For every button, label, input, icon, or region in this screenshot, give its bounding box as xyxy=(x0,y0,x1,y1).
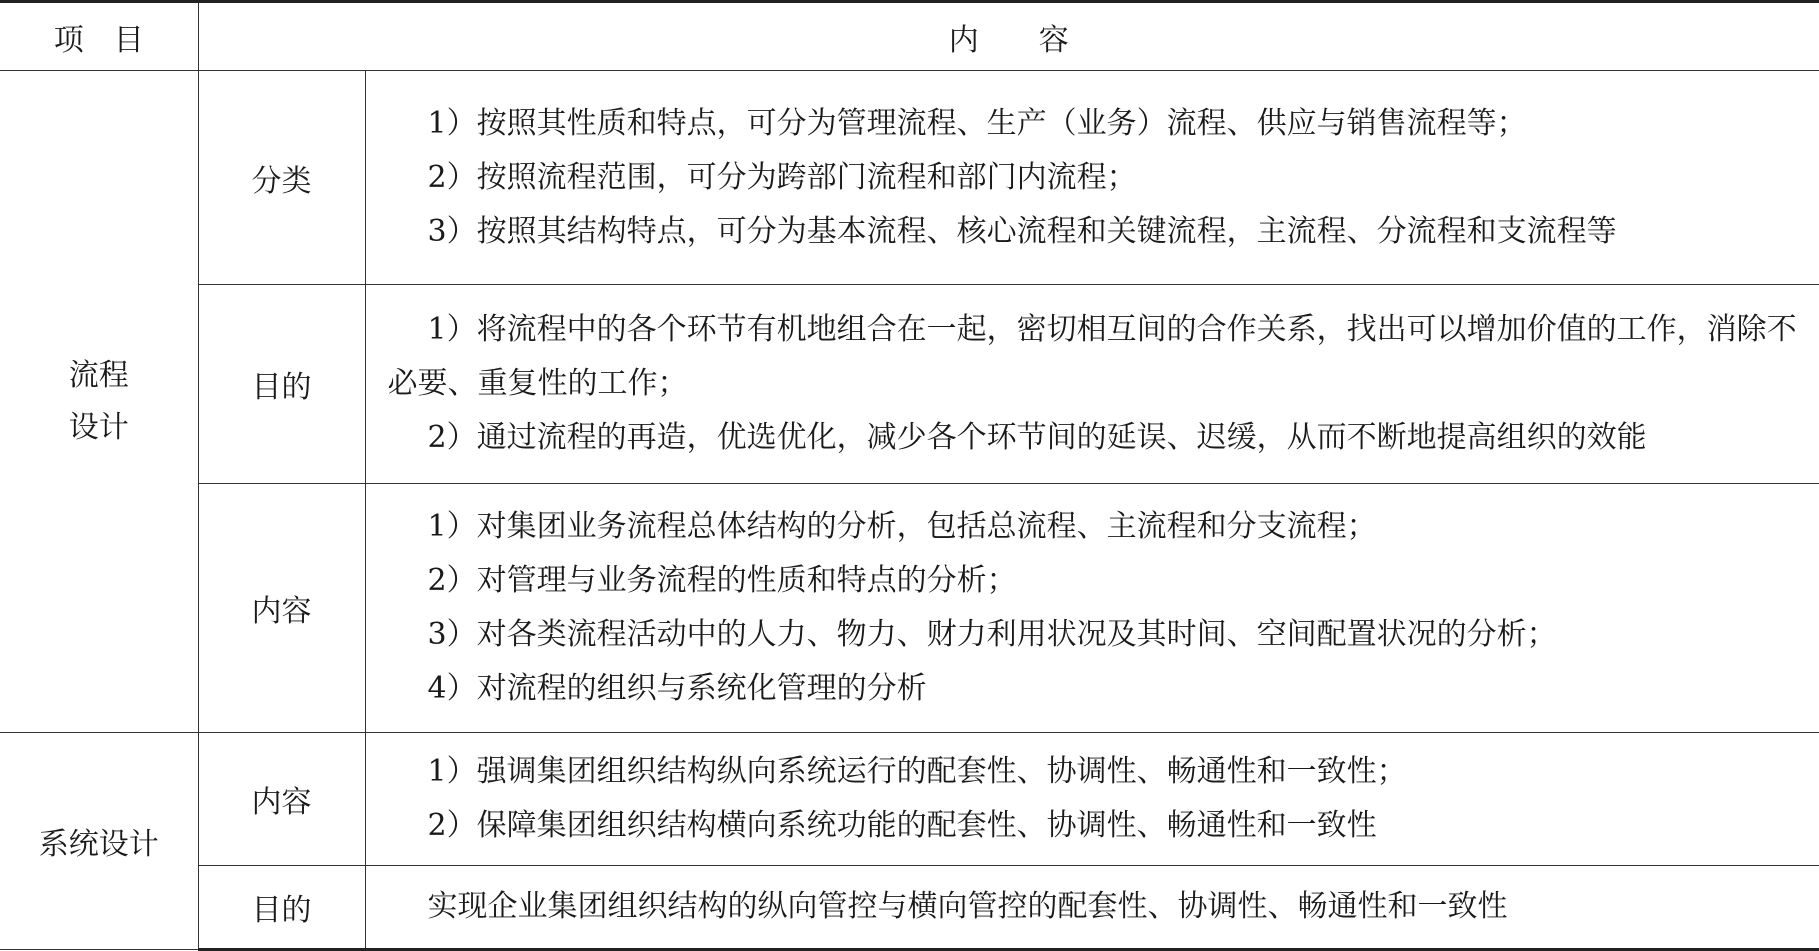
sub-label-text: 分类 xyxy=(251,163,312,199)
sub-label xyxy=(198,733,365,866)
group-label-line: 流程 xyxy=(68,357,129,393)
content-line: 1）将流程中的各个环节有机地组合在一起，密切相互间的合作关系，找出可以增加价值的工作，消除不必要、重复性的工作； xyxy=(387,312,1797,401)
sub-label-text: 目的 xyxy=(251,893,312,928)
group-label-line: 设计 xyxy=(68,409,129,445)
group-label-process-design xyxy=(0,71,198,733)
content-line: 4）对流程的组织与系统化管理的分析 xyxy=(427,671,927,706)
table-row xyxy=(0,484,1819,733)
content-line: 1）强调集团组织结构纵向系统运行的配套性、协调性、畅通性和一致性； xyxy=(427,754,1407,789)
sub-label xyxy=(198,866,365,950)
sub-label-text: 内容 xyxy=(251,785,312,820)
table-row xyxy=(0,71,1819,285)
table-row xyxy=(0,866,1819,950)
content-line: 实现企业集团组织结构的纵向管控与横向管控的配套性、协调性、畅通性和一致性 xyxy=(427,889,1508,924)
content-line: 3）对各类流程活动中的人力、物力、财力利用状况及其时间、空间配置状况的分析； xyxy=(427,617,1557,652)
table-header-row xyxy=(0,2,1819,71)
header-item-label: 项 目 xyxy=(53,22,144,58)
content-cell xyxy=(365,71,1819,285)
sub-label-text: 目的 xyxy=(251,370,312,405)
sub-label-text: 内容 xyxy=(251,594,312,629)
table-row xyxy=(0,733,1819,866)
content-line: 2）对管理与业务流程的性质和特点的分析； xyxy=(427,563,1017,598)
content-cell xyxy=(365,866,1819,950)
header-content xyxy=(198,2,1819,71)
sub-label xyxy=(198,285,365,484)
table-row xyxy=(0,285,1819,484)
group-label-system-design xyxy=(0,733,198,950)
content-cell xyxy=(365,285,1819,484)
header-content-label: 内 容 xyxy=(948,22,1069,58)
content-line: 1）对集团业务流程总体结构的分析，包括总流程、主流程和分支流程； xyxy=(427,509,1377,544)
content-cell xyxy=(365,733,1819,866)
content-line: 2）按照流程范围，可分为跨部门流程和部门内流程； xyxy=(427,159,1137,195)
sub-label xyxy=(198,484,365,733)
content-line: 2）通过流程的再造，优选优化，减少各个环节间的延误、迟缓，从而不断地提高组织的效能 xyxy=(427,420,1647,455)
sub-label xyxy=(198,71,365,285)
group-label-text: 系统设计 xyxy=(38,827,159,862)
content-line: 1）按照其性质和特点，可分为管理流程、生产（业务）流程、供应与销售流程等； xyxy=(427,105,1527,141)
header-item xyxy=(0,2,198,71)
content-line: 3）按照其结构特点，可分为基本流程、核心流程和关键流程，主流程、分流程和支流程等 xyxy=(427,213,1617,249)
content-cell xyxy=(365,484,1819,733)
content-line: 2）保障集团组织结构横向系统功能的配套性、协调性、畅通性和一致性 xyxy=(427,808,1377,843)
